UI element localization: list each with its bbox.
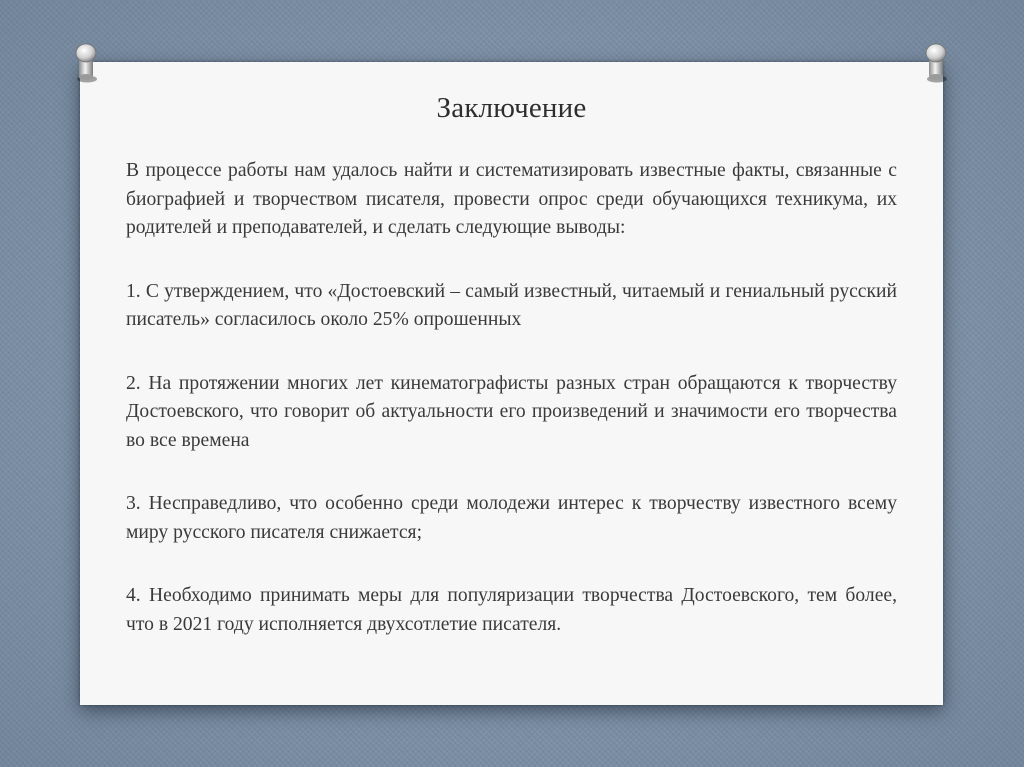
intro-paragraph: В процессе работы нам удалось найти и систематизировать известные факты, связанные с биографией и творчеством писателя, провести опрос среди обучающихся техникума, их родителей и преподавателей, и сделать следующие выводы:	[126, 160, 897, 238]
pushpin-icon	[68, 40, 102, 84]
pushpin-icon	[920, 40, 954, 84]
conclusion-point-2: 2. На протяжении многих лет кинематографисты разных стран обращаются к творчеству Достоевского, что говорит об актуальности его произведений и значимости его творчества во все времена	[126, 372, 897, 451]
slide-title: Заключение	[436, 92, 587, 124]
conclusion-point-3: 3. Несправедливо, что особенно среди молодежи интерес к творчеству известного всему миру русского писателя снижается;	[126, 493, 897, 543]
slide-content	[126, 157, 897, 639]
conclusion-point-4: 4. Необходимо принимать меры для популяризации творчества Достоевского, тем более, что в 2021 году исполняется двухсотлетие писателя.	[126, 585, 897, 635]
conclusion-point-1: 1. С утверждением, что «Достоевский – самый известный, читаемый и гениальный русский писатель» согласилось около 25% опрошенных	[126, 280, 897, 330]
slide-paper	[80, 62, 943, 705]
